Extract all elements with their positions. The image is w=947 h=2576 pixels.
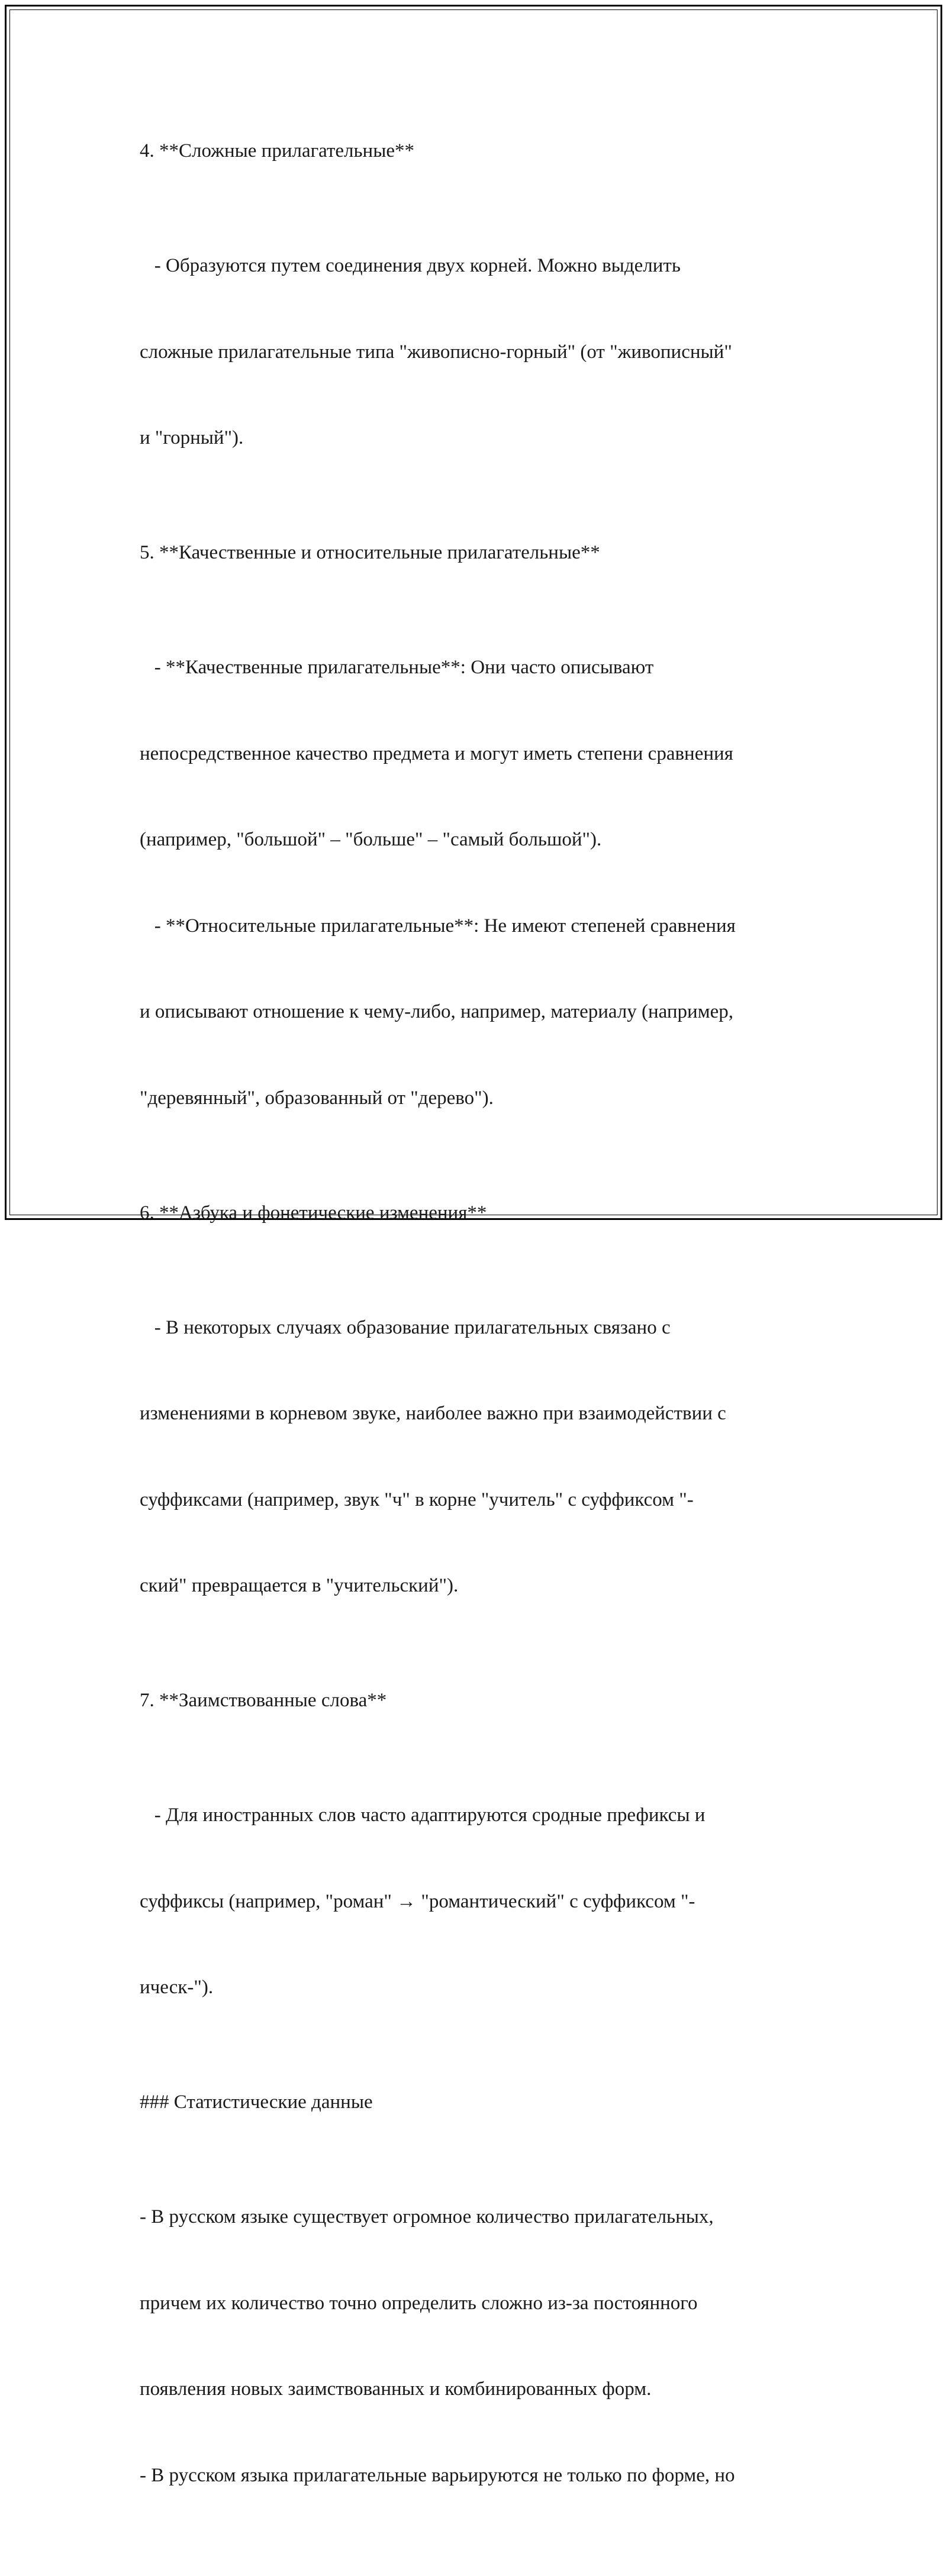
section-heading-7: 7. **Заимствованные слова** (140, 1690, 387, 1711)
paragraph-line: - Образуются путем соединения двух корней. Можно выделить (140, 255, 681, 276)
paragraph-line: непосредственное качество предмета и могут иметь степени сравнения (140, 743, 733, 764)
paragraph-line: ский" превращается в "учительский"). (140, 1575, 459, 1596)
paragraph-line: ическ-"). (140, 1977, 214, 1998)
paragraph-line: изменениями в корневом звуке, наиболее важно при взаимодействии с (140, 1403, 726, 1424)
paragraph-line: появления новых заимствованных и комбинированных форм. (140, 2378, 652, 2400)
paragraph-line: - В некоторых случаях образование прилагательных связано с (140, 1316, 671, 1338)
paragraph-line: - Для иностранных слов часто адаптируются сродные префиксы и (140, 1805, 706, 1826)
paragraph-line: сложные прилагательные типа "живописно-горный" (от "живописный" (140, 341, 732, 363)
document-body (140, 137, 820, 2576)
statistics-paragraph (140, 2145, 820, 2547)
section-4-paragraph (140, 194, 820, 510)
section-6-paragraph (140, 1256, 820, 1658)
paragraph-line: "деревянный", образованный от "дерево"). (140, 1087, 494, 1109)
section-heading-5: 5. **Качественные и относительные прилагательные** (140, 542, 600, 563)
paragraph-line: - В русском языка прилагательные варьируются не только по форме, но (140, 2464, 735, 2486)
paragraph-line: суффиксы (например, "роман" → "романтический" с суффиксом "- (140, 1890, 695, 1912)
paragraph-line: суффиксами (например, звук "ч" в корне "учитель" с суффиксом "- (140, 1489, 694, 1510)
paragraph-line: (например, "большой" – "больше" – "самый большой"). (140, 829, 602, 850)
paragraph-line: и "горный"). (140, 427, 244, 448)
paragraph-line: - **Качественные прилагательные**: Они часто описывают (140, 657, 654, 678)
section-heading-4: 4. **Сложные прилагательные** (140, 140, 415, 162)
section-heading-6: 6. **Азбука и фонетические изменения** (140, 1202, 487, 1224)
paragraph-line: причем их количество точно определить сложно из-за постоянного (140, 2292, 698, 2314)
paragraph-line: и описывают отношение к чему-либо, например, материалу (например, (140, 1001, 733, 1022)
paragraph-line: - **Относительные прилагательные**: Не имеют степеней сравнения (140, 915, 736, 937)
section-7-paragraph (140, 1744, 820, 2059)
paragraph-line: - В русском языке существует огромное количество прилагательных, (140, 2206, 714, 2228)
section-heading-statistics: ### Статистические данные (140, 2091, 373, 2113)
section-5-paragraph (140, 596, 820, 1170)
